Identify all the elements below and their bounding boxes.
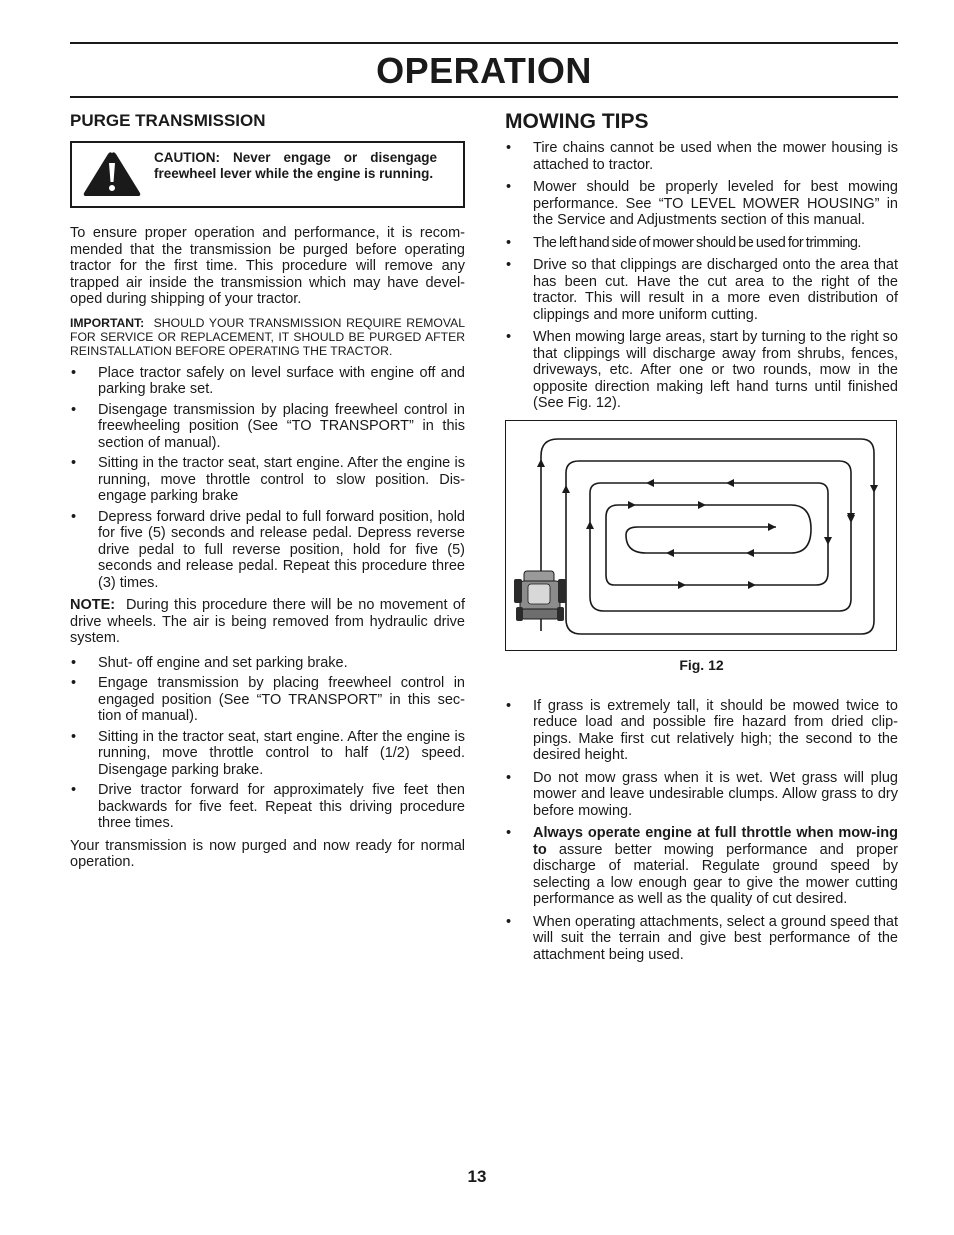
list-item-text: Drive tractor forward for approximately five feet then backwards for five feet. Repeat this driving procedure three times. [98,782,465,832]
mowing-heading: MOWING TIPS [505,110,649,133]
list-item [505,329,898,412]
bullet: • [506,697,512,714]
list-item [505,257,898,323]
list-item [505,825,898,908]
purge-intro: To ensure proper operation and performance, it is recom-mended that the transmission be purged before operating tractor for the first time. This procedure will remove any trapped air inside the transmission which may have devel-oped during shipping of your tractor. [70,225,465,307]
purge-steps-list-b [70,655,465,832]
list-item-text: Place tractor safely on level surface with engine off and parking brake set. [98,364,465,398]
bullet: • [71,654,77,671]
bullet: • [71,782,77,799]
important-label: IMPORTANT: [70,315,145,330]
mowing-pattern-diagram [506,421,896,650]
bullet: • [506,140,512,156]
bullet: • [506,234,511,251]
list-item-text: Engage transmission by placing freewheel control in engaged position (See “TO TRANSPORT” in this sec-tion of manual). [98,675,465,725]
caution-text: CAUTION: Never engage or disengage freewheel lever while the engine is running. [154,150,437,181]
important-text: SHOULD YOUR TRANSMISSION REQUIRE REMOVAL FOR SERVICE OR REPLACEMENT, IT SHOULD BE PURGED AFTER REINSTALLATION BEFORE OPERATING THE TRACTOR. [70,315,465,359]
list-item-text: Drive so that clippings are discharged onto the area that has been cut. Have the cut area to the right of the tractor. This will result in a more even distribution of clippings and more uniform cutting. [533,257,898,323]
bullet: • [506,825,512,841]
list-item-text: Mower should be properly leveled for best mowing performance. See “TO LEVEL MOWER HOUSING” in the Service and Adjustments section of this manual. [533,179,898,228]
bullet: • [506,769,512,786]
list-item [70,365,465,398]
list-item [70,729,465,779]
purge-closing: Your transmission is now purged and now ready for normal operation. [70,837,465,871]
warning-triangle-icon [80,149,144,199]
list-item [505,914,898,964]
list-item [505,140,898,173]
important-notice [70,316,465,359]
list-item [505,770,898,820]
header-bottom-rule [70,96,898,98]
mowing-tips-section [505,108,898,969]
bullet: • [506,329,512,345]
list-item [505,235,898,252]
caution-box [70,141,465,208]
list-item [70,782,465,832]
figure-caption: Fig. 12 [679,656,724,673]
list-item [70,675,465,725]
bullet: • [506,913,512,930]
bullet: • [506,179,512,195]
page-title: OPERATION [376,50,592,91]
purge-steps-list-a [70,365,465,592]
bullet: • [71,401,77,418]
tractor-icon [514,571,566,621]
list-item [505,179,898,229]
throttle-bold-text: Always operate engine at full throttle when mow-ing to [533,825,898,858]
list-item-text: Tire chains cannot be used when the mower housing is attached to tractor. [533,140,898,173]
bullet: • [506,257,512,273]
note-text: During this procedure there will be no movement of drive wheels. The air is being removed from hydraulic drive system. [70,597,466,647]
list-item-text: Depress forward drive pedal to full forward position, hold for five (5) seconds and release pedal. Depress reverse drive pedal to full reverse position, hold for five (5) seconds and release pedal. Repeat this procedure three (3) times. [98,508,465,591]
note-paragraph [70,597,465,647]
mowing-tips-list-a [505,140,898,412]
list-item [70,402,465,452]
mowing-pattern-figure [505,420,897,651]
mowing-tips-list-b [505,698,898,964]
purge-heading: PURGE TRANSMISSION [70,111,266,130]
list-item-text: Disengage transmission by placing freewheel control in freewheeling position (See “TO TRANSPORT” in this section of manual). [98,401,465,451]
list-item-text: When operating attachments, select a ground speed that will suit the terrain and give best performance of the attachment being used. [533,913,898,963]
bullet: • [71,364,77,381]
purge-transmission-section [70,108,465,871]
bullet: • [71,508,77,525]
throttle-text: assure better mowing performance and proper discharge of material. Regulate ground speed by selecting a low enough gear to give the mower cutting performance as well as the quality of cut desired. [533,841,898,907]
list-item-text: The left hand side of mower should be used for trimming. [533,234,861,251]
bullet: • [71,728,77,745]
page-number: 13 [467,1167,487,1186]
note-label: NOTE: [70,597,116,614]
bullet: • [71,455,77,472]
header-top-rule [70,42,898,44]
list-item-text: When mowing large areas, start by turning to the right so that clippings will discharge away from shrubs, fences, driveways, etc. After one or two rounds, mow in the opposite direction making left hand turns until finished (See Fig. 12). [533,329,898,411]
list-item-text: Sitting in the tractor seat, start engine. After the engine is running, move throttle control to slow position. Dis-engage parking brake [98,455,465,505]
list-item [70,655,465,672]
list-item-text: If grass is extremely tall, it should be mowed twice to reduce load and possible fire hazard from dried clip-pings. Make first cut relatively high; the second to the desired height. [533,697,898,763]
list-item [505,698,898,764]
list-item-text: Sitting in the tractor seat, start engine. After the engine is running, move throttle control to half (1/2) speed. Disengage parking brake. [98,728,465,778]
list-item [70,455,465,505]
list-item-text: Do not mow grass when it is wet. Wet grass will plug mower and leave undesirable clumps. Allow grass to dry before mowing. [533,769,898,819]
list-item-text: Shut- off engine and set parking brake. [98,654,348,671]
bullet: • [71,675,77,692]
list-item [70,509,465,592]
